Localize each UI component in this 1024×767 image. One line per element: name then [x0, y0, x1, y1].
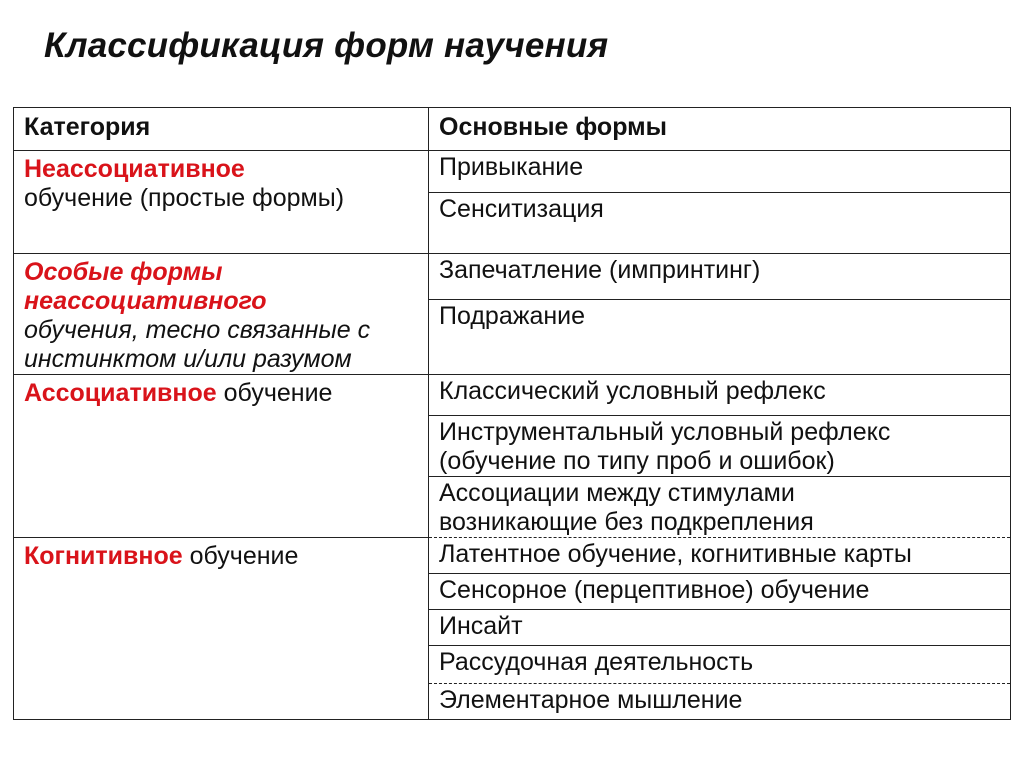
category-rest: обучение (простые формы) — [24, 184, 345, 212]
category-highlight: Особые формы — [24, 258, 223, 286]
form-cell: Привыкание — [429, 151, 1011, 193]
table-header-row — [14, 108, 1011, 151]
learning-forms-table — [13, 107, 1011, 720]
form-cell — [429, 477, 1011, 538]
form-cell: Классический условный рефлекс — [429, 375, 1011, 416]
form-cell — [429, 416, 1011, 477]
category-cognitive — [14, 538, 429, 720]
category-highlight: Неассоциативное — [24, 155, 245, 183]
category-associative — [14, 375, 429, 538]
form-line: (обучение по типу проб и ошибок) — [439, 447, 835, 475]
form-cell: Подражание — [429, 299, 1011, 374]
header-forms: Основные формы — [429, 108, 1011, 151]
form-cell: Элементарное мышление — [429, 684, 1011, 720]
category-highlight: Когнитивное — [24, 542, 183, 570]
form-cell: Сенсорное (перцептивное) обучение — [429, 574, 1011, 610]
form-cell: Сенситизация — [429, 193, 1011, 254]
category-rest: обучение — [223, 379, 333, 407]
category-rest: обучение — [189, 542, 299, 570]
header-category: Категория — [14, 108, 429, 151]
table-row — [14, 538, 1011, 574]
form-cell: Латентное обучение, когнитивные карты — [429, 538, 1011, 574]
form-line: Ассоциации между стимулами — [439, 479, 795, 507]
category-highlight: неассоциативного — [24, 287, 267, 315]
form-cell: Инсайт — [429, 610, 1011, 646]
category-rest: обучения, тесно связанные с — [24, 316, 371, 344]
category-highlight: Ассоциативное — [24, 379, 217, 407]
form-cell: Запечатление (импринтинг) — [429, 254, 1011, 300]
form-line: возникающие без подкрепления — [439, 508, 814, 536]
table-row — [14, 254, 1011, 300]
form-cell: Рассудочная деятельность — [429, 646, 1011, 684]
page-title: Классификация форм научения — [44, 26, 609, 65]
category-rest: инстинктом и/или разумом — [24, 345, 352, 373]
table-row — [14, 375, 1011, 416]
category-special-nonassociative — [14, 254, 429, 375]
table-row — [14, 151, 1011, 193]
category-nonassociative — [14, 151, 429, 254]
form-line: Инструментальный условный рефлекс — [439, 418, 891, 446]
